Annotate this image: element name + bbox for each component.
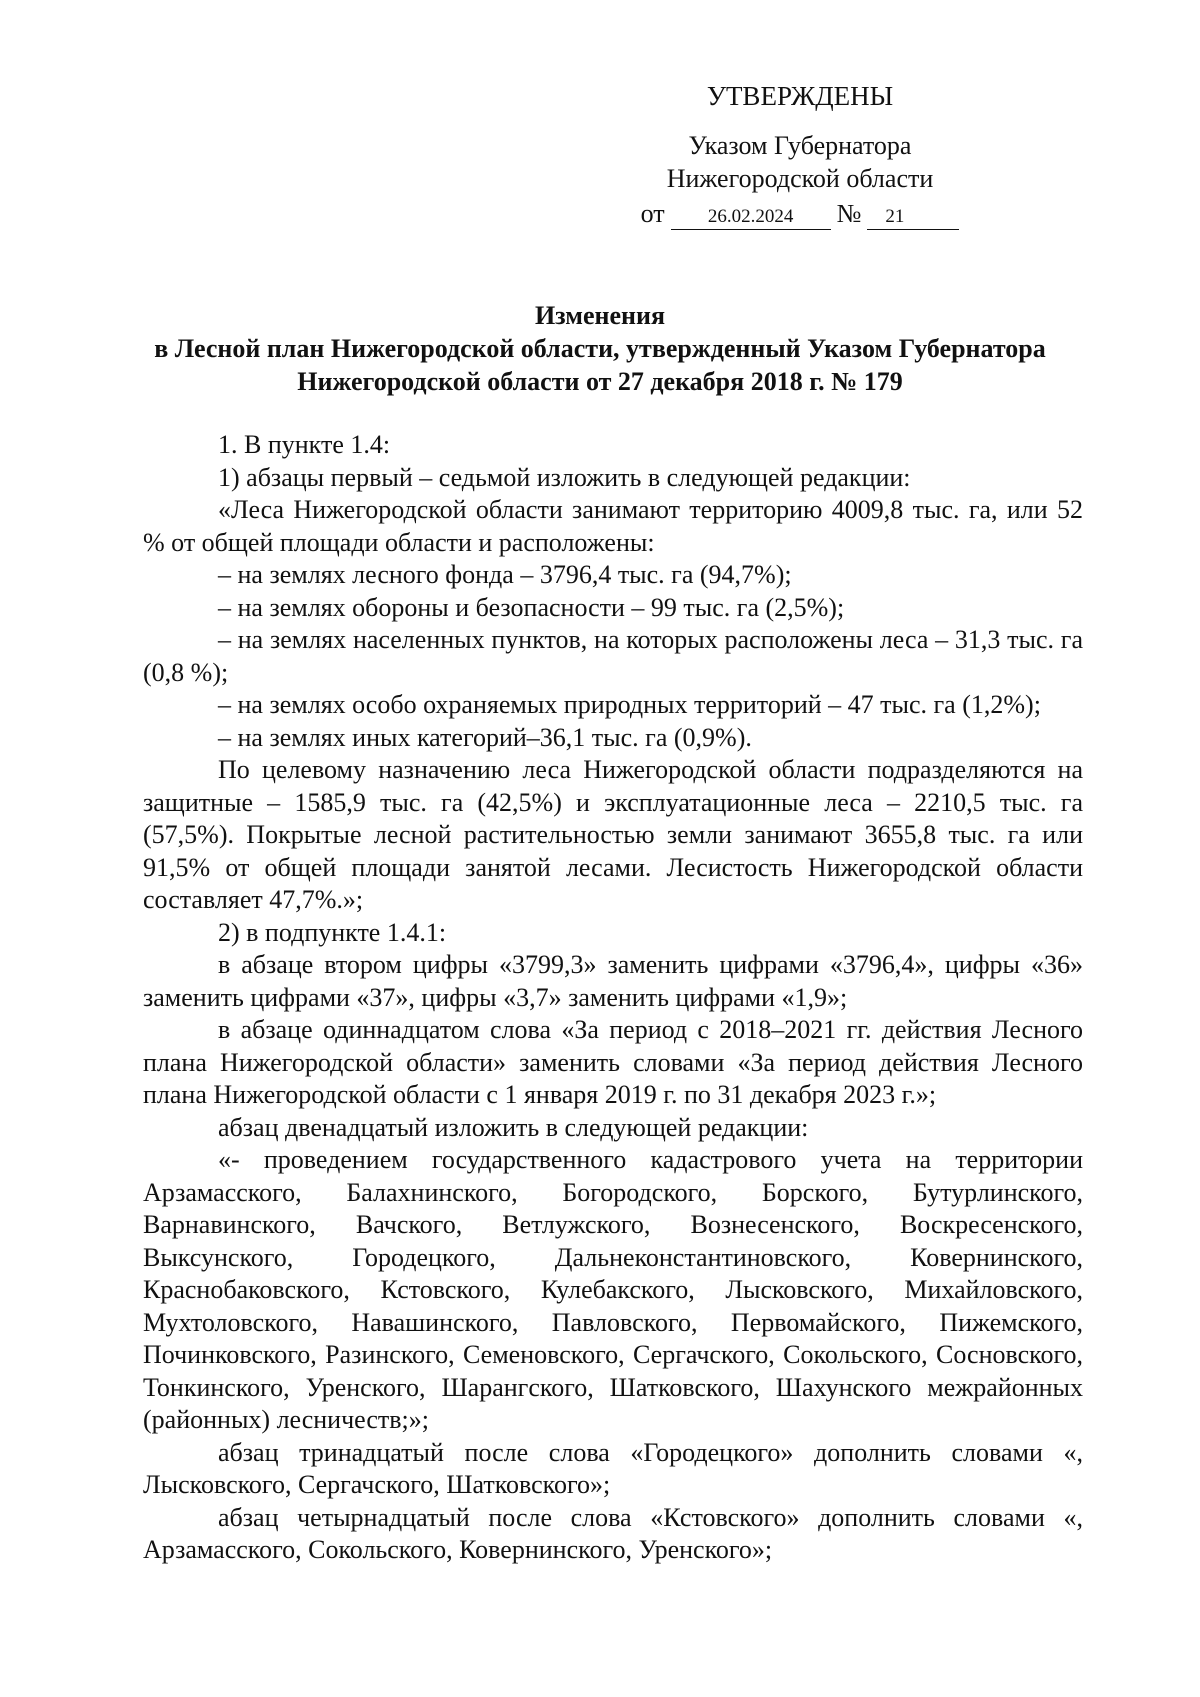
paragraph-5: – на землях обороны и безопасности – 99 тыс. га (2,5%);: [218, 592, 845, 622]
paragraph-14: «- проведением государственного кадастрового учета на территории Арзамасского, Балахнинского, Богородского, Борского, Бутурлинского, Варнавинского, Вачского, Ветлужского, Вознесенского, Воскресенского, Выксунского, Городецкого, Дальнеконстантиновского, Ковернинского, Краснобаковского, Кстовского, Кулебакского, Лысковского, Михайловского, Мухтоловского, Навашинского, Павловского, Первомайского, Пижемского, Починковского, Разинского, Семеновского, Сергачского, Сокольского, Сосновского, Тонкинского, Уренского, Шарангского, Шатковского, Шахунского межрайонных (районных) лесничеств;»;: [143, 1145, 1083, 1434]
title-line-1: Изменения: [534, 301, 666, 330]
approval-dateline: [620, 197, 980, 230]
approved-heading: УТВЕРЖДЕНЫ: [706, 81, 894, 111]
paragraph-12: в абзаце одиннадцатом слова «За период с 2018–2021 гг. действия Лесного плана Нижегородской области» заменить словами «За период действия Лесного плана Нижегородской области с 1 января 2019 г. по 31 декабря 2023 г.»;: [143, 1015, 1083, 1109]
paragraph-4: – на землях лесного фонда – 3796,4 тыс. га (94,7%);: [218, 560, 792, 589]
paragraph-13: абзац двенадцатый изложить в следующей редакции:: [218, 1112, 809, 1142]
paragraph-3: «Леса Нижегородской области занимают территорию 4009,8 тыс. га, или 52 % от общей площади области и расположены:: [143, 495, 1083, 557]
number-sign: №: [836, 199, 862, 228]
paragraph-15: абзац тринадцатый после слова «Городецкого» дополнить словами «, Лысковского, Сергачского, Шатковского»;: [143, 1437, 1083, 1499]
paragraph-9: По целевому назначению леса Нижегородской области подразделяются на защитные – 1585,9 тыс. га (42,5%) и эксплуатационные леса – 2210,5 тыс. га (57,5%). Покрытые лесной растительностью земли занимают 3655,8 тыс. га или 91,5% от общей площади занятой лесами. Лесистость Нижегородской области составляет 47,7%.»;: [143, 755, 1083, 914]
paragraph-16: абзац четырнадцатый после слова «Кстовского» дополнить словами «, Арзамасского, Сокольского, Ковернинского, Уренского»;: [143, 1502, 1083, 1564]
paragraph-2: 1) абзацы первый – седьмой изложить в следующей редакции:: [218, 462, 911, 492]
paragraph-1: 1. В пункте 1.4:: [218, 430, 391, 459]
paragraph-7: – на землях особо охраняемых природных территорий – 47 тыс. га (1,2%);: [218, 690, 1041, 719]
approval-number: 21: [867, 205, 959, 230]
title-line-2: в Лесной план Нижегородской области, утвержденный Указом Губернатора: [154, 334, 1046, 363]
date-prefix: от: [640, 199, 665, 228]
document-title: [130, 299, 1070, 398]
paragraph-10: 2) в подпункте 1.4.1:: [218, 917, 447, 947]
approved-by-line1: Указом Губернатора: [688, 131, 912, 160]
approval-date: 26.02.2024: [671, 205, 831, 230]
title-line-3: Нижегородской области от 27 декабря 2018 г. № 179: [297, 367, 903, 396]
document-body: [143, 429, 1083, 1567]
approval-stamp: [620, 80, 980, 230]
paragraph-11: в абзаце втором цифры «3799,3» заменить цифрами «3796,4», цифры «36» заменить цифрами «37», цифры «3,7» заменить цифрами «1,9»;: [143, 950, 1083, 1012]
approved-by-line2: Нижегородской области: [666, 164, 934, 193]
paragraph-8: – на землях иных категорий–36,1 тыс. га (0,9%).: [218, 722, 752, 752]
paragraph-6: – на землях населенных пунктов, на которых расположены леса – 31,3 тыс. га (0,8 %);: [143, 625, 1083, 687]
